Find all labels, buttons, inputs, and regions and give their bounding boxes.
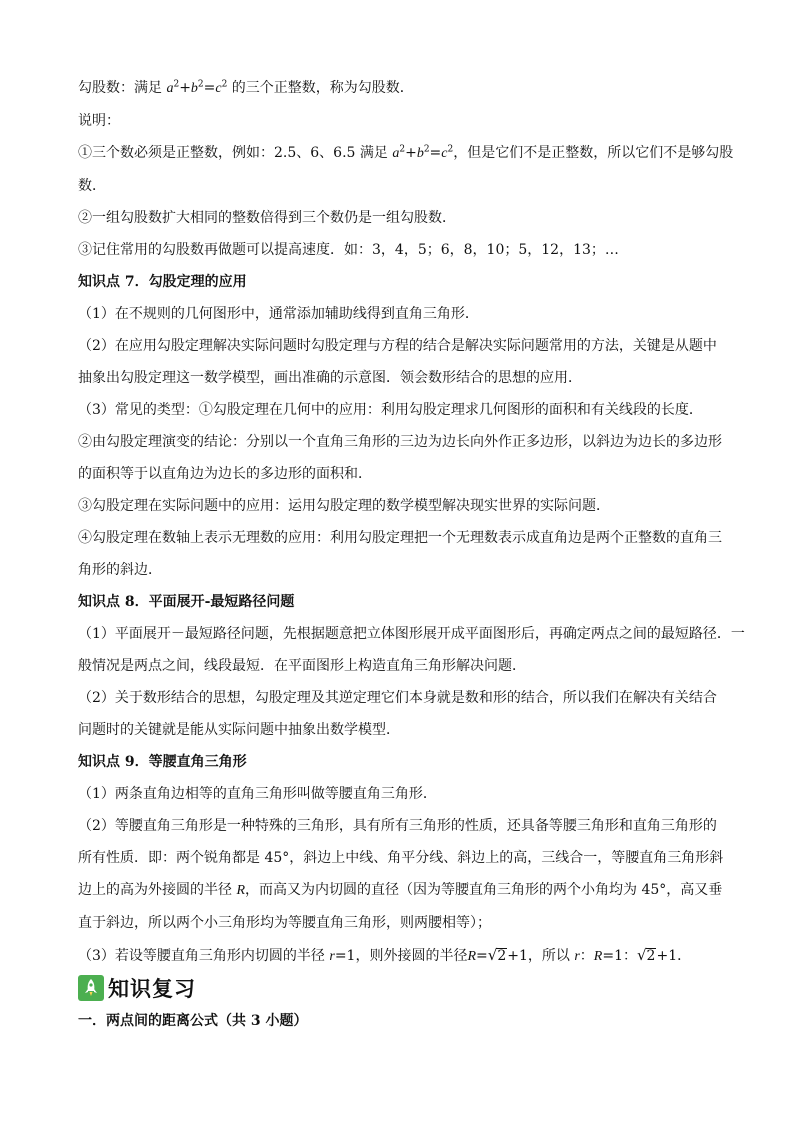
note-1 — [78, 143, 734, 164]
kp7-line-4b: 的面积等于以直角边为边长的多边形的面积和． — [78, 466, 372, 482]
kp7-title: 知识点 7．勾股定理的应用 — [78, 274, 247, 290]
kp9-line-2a: （2）等腰直角三角形是一种特殊的三角形，具有所有三角形的性质，还具备等腰三角形和直角三角形的 — [78, 818, 717, 834]
var-R: R — [236, 883, 246, 898]
text: 勾股数：满足 — [78, 80, 162, 96]
exp: 2 — [447, 144, 454, 155]
note-3: ③记住常用的勾股数再做题可以提高速度．如：3，4，5；6，8，10；5，12，13；… — [78, 242, 619, 258]
sqrt-radicand: 2 — [646, 948, 656, 964]
text: 的三个正整数，称为勾股数． — [231, 80, 414, 96]
text: ①三个数必须是正整数，例如：2.5、6、6.5 满足 — [78, 145, 388, 161]
kp9-line-2b: 所有性质．即：两个锐角都是 45°，斜边上中线、角平分线、斜边上的高，三线合一，等腰直角三角形斜 — [78, 850, 724, 866]
kp8-line-1a: （1）平面展开－最短路径问题，先根据题意把立体图形展开成平面图形后，再确定两点之间的最短路径．一 — [78, 626, 745, 642]
var-r: r — [574, 949, 580, 964]
op: = — [203, 80, 216, 96]
note-1-cont: 数． — [78, 178, 106, 194]
kp8-line-1b: 般情况是两点之间，线段最短．在平面图形上构造直角三角形解决问题． — [78, 658, 526, 674]
kp9-line-3 — [78, 945, 723, 967]
kp8-line-2a: （2）关于数形结合的思想，勾股定理及其逆定理它们本身就是数和形的结合，所以我们在解决有关结合 — [78, 690, 717, 706]
var-r: r — [329, 949, 335, 964]
kp8-title: 知识点 8．平面展开-最短路径问题 — [78, 594, 295, 610]
kp7-line-4a: ②由勾股定理演变的结论：分别以一个直角三角形的三边为边长向外作正多边形，以斜边为边长的多边形 — [78, 434, 722, 450]
kp7-line-6b: 角形的斜边． — [78, 562, 162, 578]
text: +1． — [656, 948, 692, 964]
text: =1，则外接圆的半径 — [334, 948, 468, 964]
review-section-header — [78, 973, 723, 1003]
text: （3）若设等腰直角三角形内切圆的半径 — [78, 948, 325, 964]
var-a: a — [392, 146, 400, 161]
var-R: R — [467, 949, 477, 964]
var-c: c — [215, 81, 222, 96]
kp7-line-2a: （2）在应用勾股定理解决实际问题时勾股定理与方程的结合是解决实际问题常用的方法，关键是从题中 — [78, 338, 717, 354]
sqrt-sign: √ — [636, 946, 647, 964]
sqrt-sign: √ — [487, 946, 498, 964]
kp7-line-1: （1）在不规则的几何图形中，通常添加辅助线得到直角三角形． — [78, 306, 479, 322]
var-a: a — [166, 81, 174, 96]
note-2: ②一组勾股数扩大相同的整数倍得到三个数仍是一组勾股数． — [78, 210, 456, 226]
var-R: R — [593, 949, 603, 964]
kp9-title: 知识点 9．等腰直角三角形 — [78, 754, 247, 770]
op: + — [405, 145, 417, 161]
text: =1： — [602, 948, 637, 964]
kp7-line-6a: ④勾股定理在数轴上表示无理数的应用：利用勾股定理把一个无理数表示成直角边是两个正整数的直角三 — [78, 530, 722, 546]
text: ： — [579, 948, 594, 964]
note-label: 说明： — [78, 113, 120, 129]
exp: 2 — [173, 79, 180, 90]
text: ，而高又为内切圆的直径（因为等腰直角三角形的两个小角均为 45°，高又垂 — [245, 882, 723, 898]
kp7-line-2b: 抽象出勾股定理这一数学模型，画出准确的示意图．领会数形结合的思想的应用． — [78, 370, 582, 386]
rocket-icon — [78, 975, 104, 1001]
kp7-line-3: （3）常见的类型：①勾股定理在几何中的应用：利用勾股定理求几何图形的面积和有关线段的长度． — [78, 402, 703, 418]
text: = — [476, 948, 488, 964]
exp: 2 — [221, 79, 228, 90]
kp7-line-5: ③勾股定理在实际问题中的应用：运用勾股定理的数学模型解决现实世界的实际问题． — [78, 498, 610, 514]
kp9-line-1: （1）两条直角边相等的直角三角形叫做等腰直角三角形． — [78, 786, 437, 802]
text: ，但是它们不是正整数，所以它们不是够勾股 — [453, 145, 734, 161]
text: 边上的高为外接圆的半径 — [78, 882, 232, 898]
var-c: c — [441, 146, 448, 161]
sqrt-radicand: 2 — [497, 948, 507, 964]
var-b: b — [416, 146, 424, 161]
gougu-definition — [78, 78, 723, 99]
op: + — [179, 80, 191, 96]
exp: 2 — [399, 144, 406, 155]
exp: 2 — [197, 79, 204, 90]
review-subtitle: 一．两点间的距离公式（共 3 小题） — [78, 1013, 308, 1029]
kp9-line-2c — [78, 880, 723, 901]
op: = — [429, 145, 442, 161]
kp9-line-2d: 直于斜边，所以两个小三角形均为等腰直角三角形，则两腰相等）； — [78, 915, 491, 931]
text: +1，所以 — [507, 948, 570, 964]
kp8-line-2b: 问题时的关键就是能从实际问题中抽象出数学模型． — [78, 722, 400, 738]
section-title: 知识复习 — [108, 977, 196, 1001]
document-page — [78, 78, 745, 1031]
var-b: b — [190, 81, 198, 96]
exp: 2 — [423, 144, 430, 155]
